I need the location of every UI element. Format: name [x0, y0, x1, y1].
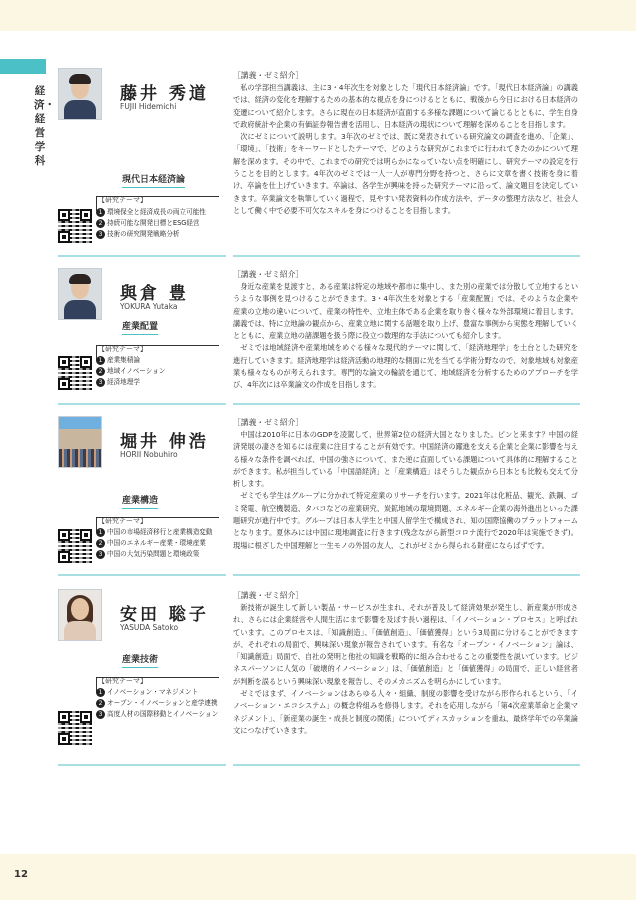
- intro-paragraph: 中国は2010年に日本のGDPを凌駕して、世界第2位の経済大国となりました。ピンと来ます？中国の経済発展の凄さを知るには産業に注目することが有効です。中国経済の躍進を支える企業と企業に影響を与える様々な条件を調べれば、中国の強さについて、また逆に直面している課題について具体的に理解することができます。私が担当している「中国語経済」と「産業構造」はそうした観点から日本とも比較も交えて分析します。: [233, 430, 578, 489]
- page-number: 12: [14, 869, 28, 880]
- research-topics-label: 【研究テーマ】: [98, 677, 147, 685]
- divider-left: [58, 764, 226, 766]
- research-topics-label: 【研究テーマ】: [98, 345, 147, 353]
- course-title: 産業配置: [122, 319, 158, 335]
- bottom-band: [0, 854, 636, 900]
- divider-right: [233, 403, 580, 405]
- course-title: 現代日本経済論: [122, 172, 185, 188]
- research-topics-list: [96, 687, 222, 721]
- divider-right: [233, 764, 580, 766]
- research-topic: 3 経済地理学: [96, 377, 222, 388]
- intro-text: [233, 429, 578, 552]
- professor-name-en: YOKURA Yutaka: [120, 302, 178, 311]
- qr-code[interactable]: [58, 529, 92, 563]
- research-topic: 1 イノベーション・マネジメント: [96, 687, 222, 698]
- research-topics-list: [96, 527, 222, 561]
- professor-name-en: FUJII Hidemichi: [120, 102, 177, 111]
- intro-paragraph: 私の学部担当講義は、主に3・4年次生を対象とした「現代日本経済論」です。「現代日本経済論」の講義では、経済の変化を理解するための基本的な視点を身につけるとともに、戦後から今日における日本経済の変遷について紹介します。さらに現在の日本経済が直面する多様な課題について論じるとともに、学生自身で政府統計や企業の有価証券報告書を活用し、日本経済の現状について理解を深めることを目指します。: [233, 83, 578, 129]
- qr-code[interactable]: [58, 711, 92, 745]
- research-topic: 3 高度人材の国際移動とイノベーション: [96, 709, 222, 720]
- research-topic: 1 中国の市場経済移行と産業構造変動: [96, 527, 222, 538]
- professor-photo: [58, 268, 102, 320]
- professor-name-jp: 堀井 伸浩: [120, 432, 209, 452]
- professor-name-jp: 安田 聡子: [120, 605, 209, 625]
- group-photo: [58, 416, 102, 468]
- professor-name-jp: 藤井 秀道: [120, 84, 209, 104]
- professor-name-jp: 與倉 豊: [120, 284, 189, 304]
- intro-paragraph: 新技術が誕生して新しい製品・サービスが生まれ、それが普及して経済効果が発生し、新産業が形成され、さらには企業経営や人間生活にまで影響を及ぼす長い過程は、「イノベーション・プロセス」と呼ばれています。このプロセスは、「知識創造」、「価値創造」、「価値獲得」という3局面に分けることができますが、それぞれの局面で、興味深い現象が報告されています。有名な「オープン・イノベーション」論は、「知識創造」局面で、自社の発明と他社の知識を戦略的に組み合わせることの重要性を説いています。ビジネスパーソンに人気の「破壊的イノベーション」は、「価値創造」と「価値獲得」の局面で、正しい経営者が判断を誤るという興味深い現象を報告し、そのメカニズムを明らかにしています。: [233, 603, 578, 686]
- research-topic: 1 産業集積論: [96, 355, 222, 366]
- divider-left: [58, 255, 226, 257]
- course-title: 産業技術: [122, 652, 158, 668]
- professor-photo: [58, 68, 102, 120]
- research-topic: 3 中国の大気汚染問題と環境政策: [96, 549, 222, 560]
- intro-text: [233, 602, 578, 737]
- professor-photo: [58, 589, 102, 641]
- divider-right: [233, 574, 580, 576]
- intro-paragraph: 次にゼミについて説明します。3年次のゼミでは、既に発表されている研究論文の調査を進め、「企業」、「環境」、「技術」をキーワードとしたテーマで、どのような研究がこれまでに行われてきたのかについて理解を深めます。その中で、これまでの研究では明らかになっていない点を明確にし、研究テーマの設定を行うことを目的とします。4年次のゼミでは一人一人が専門分野を持つと、さらに文章を書く技術を身に着け、卒論を仕上げていきます。卒論は、各学生が興味を持った研究テーマに沿って、論文題目を決定していきます。卒業論文を執筆していく過程で、見やすい発表資料の作成方法や、データの整理方法など、社会人として働く中で必要不可欠なスキルを身につけることを目指します。: [233, 132, 578, 215]
- divider-left: [58, 574, 226, 576]
- intro-heading: ［講義・ゼミ紹介］: [233, 591, 304, 600]
- intro-paragraph: ゼミではまず、イノベーションはあらゆる人々・組織、制度の影響を受けながら形作られるという、「イノベーション・エコシステム」の概念枠組みを修得します。それを応用しながら「第4次産業革命と企業マネジメント」、「新産業の誕生・成長と制度の関係」についてディスカッションを重ね、最終学年での卒業論文につなげていきます。: [233, 689, 578, 735]
- qr-code[interactable]: [58, 356, 92, 390]
- intro-heading: ［講義・ゼミ紹介］: [233, 418, 304, 427]
- intro-paragraph: 身近な産業を見渡すと、ある産業は特定の地域や都市に集中し、また別の産業では分散して立地するというような事例を見つけることができます。3・4年次生を対象とする「産業配置」では、そのような企業や産業の立地の違いについて、産業の特性や、立地主体である企業を取り巻く様々な外部環境に着目します。講義では、特に立地論の観点から、産業立地に関する話題を取り上げ、豊富な事例から実態を理解していくとともに、産業立地の諸課題を扱う際に役立つ数理的な手法についても紹介します。: [233, 282, 579, 341]
- research-topics-list: [96, 355, 222, 389]
- intro-heading: ［講義・ゼミ紹介］: [233, 270, 304, 279]
- professor-name-en: HORII Nobuhiro: [120, 450, 178, 459]
- section-tab-marker: [0, 59, 46, 74]
- intro-paragraph: ゼミでは地域経済や産業地域をめぐる様々な現代的テーマに関して、「経済地理学」を土台とした研究を進行していきます。経済地理学は経済活動の地理的な側面に光を当てる学術分野なので、対象地域も対象産業も様々なものが考えられます。専門的な論文の輪読を通じて、地域経済を分析するためのアプローチを学び、4年次には卒業論文の作成を目指します。: [233, 343, 578, 390]
- professor-profile: [58, 268, 580, 405]
- department-label: 経済・経営学科: [34, 85, 55, 167]
- top-band: [0, 0, 636, 31]
- research-topic: 2 オープン・イノベーションと産学連携: [96, 698, 222, 709]
- research-topics-list: [96, 207, 222, 241]
- divider-right: [233, 255, 580, 257]
- research-topics-label: 【研究テーマ】: [98, 517, 147, 525]
- professor-profile: [58, 589, 580, 766]
- intro-text: [233, 82, 578, 217]
- research-topics-label: 【研究テーマ】: [98, 196, 147, 204]
- divider-left: [58, 403, 226, 405]
- professor-name-en: YASUDA Satoko: [120, 623, 179, 632]
- research-topic: 2 地域イノベーション: [96, 366, 222, 377]
- professor-profile: [58, 416, 580, 576]
- research-topic: 2 持続可能な開発目標とESG経営: [96, 218, 222, 229]
- course-title: 産業構造: [122, 493, 158, 509]
- research-topic: 2 中国のエネルギー産業・環境産業: [96, 538, 222, 549]
- qr-code[interactable]: [58, 209, 92, 243]
- research-topic: 1 環境保全と経済成長の両立可能性: [96, 207, 222, 218]
- professor-profile: [58, 68, 580, 257]
- research-topic: 3 技術の研究開発戦略分析: [96, 229, 222, 240]
- intro-heading: ［講義・ゼミ紹介］: [233, 71, 304, 80]
- intro-text: [233, 281, 578, 392]
- intro-paragraph: ゼミでも学生はグループに分かれて特定産業のリサーチを行います。2021年は化粧品、観光、鉄鋼、ゴミ発電、航空機製造、タバコなどの産業研究、炭鉱地域の環境問題、エネルギー企業の海外進出といった課題研究が進行中です。グループは日本人学生と中国人留学生で構成され、知の国際協働のプラットフォームとなります。夏休みには中国に現地調査に行きます(残念ながら新型コロナ流行で2020年は実施できず)。現場に根ざした中国理解と一生モノの外国の友人、これがゼミから得られる財産にならばずです。: [233, 491, 578, 550]
